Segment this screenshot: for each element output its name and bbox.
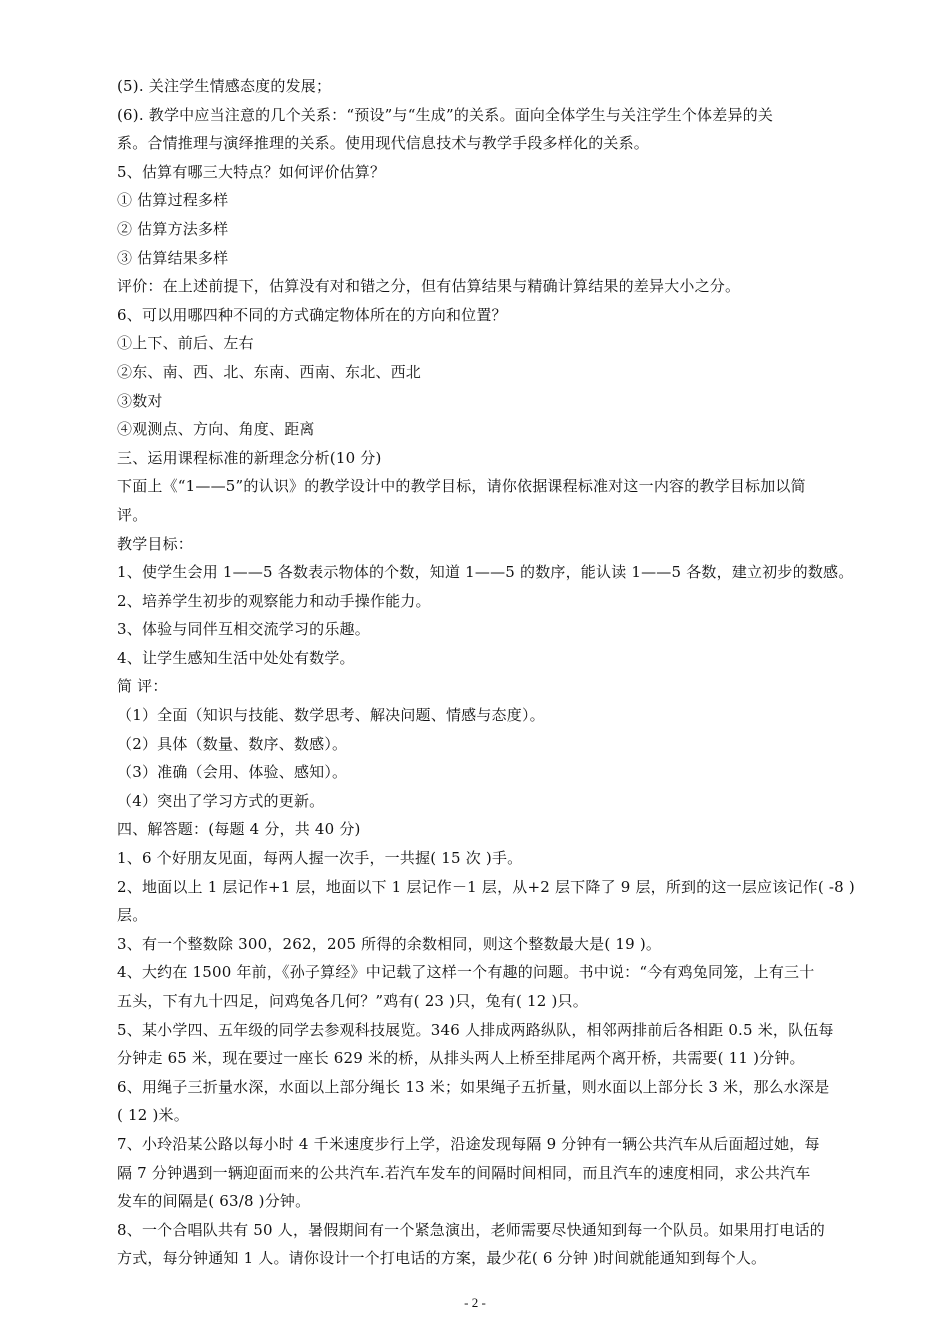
text-line: （4）突出了学习方式的更新。: [117, 791, 325, 810]
text-line: 1、使学生会用 1——5 各数表示物体的个数，知道 1——5 的数序，能认读 1——5 各数，建立初步的数感。: [117, 563, 854, 582]
text-line: 三、运用课程标准的新理念分析(10 分): [117, 448, 382, 467]
text-line: 1、6 个好朋友见面，每两人握一次手，一共握( 15 次 )手。: [117, 849, 523, 868]
text-line: 4、大约在 1500 年前，《孙子算经》中记载了这样一个有趣的问题。书中说：“今有鸡兔同笼，上有三十: [117, 963, 815, 982]
text-line: 2、地面以上 1 层记作+1 层，地面以下 1 层记作－1 层，从+2 层下降了 9 层，所到的这一层应该记作( -8 ): [117, 877, 855, 896]
text-line: 简 评：: [117, 677, 168, 696]
text-line: 6、可以用哪四种不同的方式确定物体所在的方向和位置？: [117, 305, 507, 324]
page-number: - 2 -: [464, 1295, 486, 1310]
text-line: 系。合情推理与演绎推理的关系。使用现代信息技术与教学手段多样化的关系。: [117, 134, 650, 153]
text-line: 教学目标：: [117, 534, 194, 553]
text-line: 评价：在上述前提下，估算没有对和错之分，但有估算结果与精确计算结果的差异大小之分。: [117, 277, 741, 296]
document-body: [117, 72, 897, 1273]
text-line: 五头，下有九十四足，问鸡兔各几何？”鸡有( 23 )只，兔有( 12 )只。: [117, 992, 588, 1010]
text-line: ④观测点、方向、角度、距离: [117, 420, 315, 439]
text-line: 四、解答题：(每题 4 分，共 40 分): [117, 820, 361, 839]
text-line: 6、用绳子三折量水深，水面以上部分绳长 13 米；如果绳子五折量，则水面以上部分长 3 米，那么水深是: [117, 1077, 830, 1096]
text-line: ③ 估算结果多样: [117, 248, 229, 267]
text-line: 层。: [117, 906, 148, 925]
text-line: 3、体验与同伴互相交流学习的乐趣。: [117, 620, 370, 639]
text-line: ①上下、前后、左右: [117, 334, 254, 353]
text-line: 5、某小学四、五年级的同学去参观科技展览。346 人排成两路纵队，相邻两排前后各相距 0.5 米，队伍每: [117, 1020, 834, 1039]
text-line: 7、小玲沿某公路以每小时 4 千米速度步行上学，沿途发现每隔 9 分钟有一辆公共汽车从后面超过她，每: [117, 1134, 820, 1153]
text-line: ① 估算过程多样: [117, 191, 229, 210]
text-line: 3、有一个整数除 300，262，205 所得的余数相同，则这个整数最大是( 19 )。: [117, 934, 662, 953]
text-line: ② 估算方法多样: [117, 219, 229, 238]
text-line: ③数对: [117, 391, 163, 410]
text-line: 4、让学生感知生活中处处有数学。: [117, 648, 355, 667]
text-line: （2）具体（数量、数序、数感）。: [117, 734, 348, 753]
text-line: 评。: [117, 505, 148, 524]
text-line: 8、一个合唱队共有 50 人，暑假期间有一个紧急演出，老师需要尽快通知到每一个队员。如果用打电话的: [117, 1220, 825, 1239]
text-line: 下面上《“1——5”的认识》的教学设计中的教学目标，请你依据课程标准对这一内容的教学目标加以简: [117, 477, 806, 496]
text-line: 5、估算有哪三大特点？如何评价估算？: [117, 162, 386, 181]
text-line: ( 12 )米。: [117, 1106, 189, 1125]
text-line: （3）准确（会用、体验、感知）。: [117, 763, 348, 782]
text-line: 隔 7 分钟遇到一辆迎面而来的公共汽车.若汽车发车的间隔时间相同，而且汽车的速度相同，求公共汽车: [117, 1163, 811, 1182]
text-line: (6). 教学中应当注意的几个关系：“预设”与“生成”的关系。面向全体学生与关注学生个体差异的关: [117, 105, 774, 124]
text-line: 方式，每分钟通知 1 人。请你设计一个打电话的方案，最少花( 6 分钟 )时间就能通知到每个人。: [117, 1249, 767, 1268]
text-line: ②东、南、西、北、东南、西南、东北、西北: [117, 362, 422, 381]
text-line: 2、培养学生初步的观察能力和动手操作能力。: [117, 591, 431, 610]
text-line: （1）全面（知识与技能、数学思考、解决问题、情感与态度）。: [117, 706, 545, 725]
text-line: 发车的间隔是( 63/8 )分钟。: [117, 1192, 311, 1211]
text-line: (5). 关注学生情感态度的发展；: [117, 77, 332, 95]
text-line: 分钟走 65 米，现在要过一座长 629 米的桥，从排头两人上桥至排尾两个离开桥，共需要( 11 )分钟。: [117, 1049, 805, 1068]
